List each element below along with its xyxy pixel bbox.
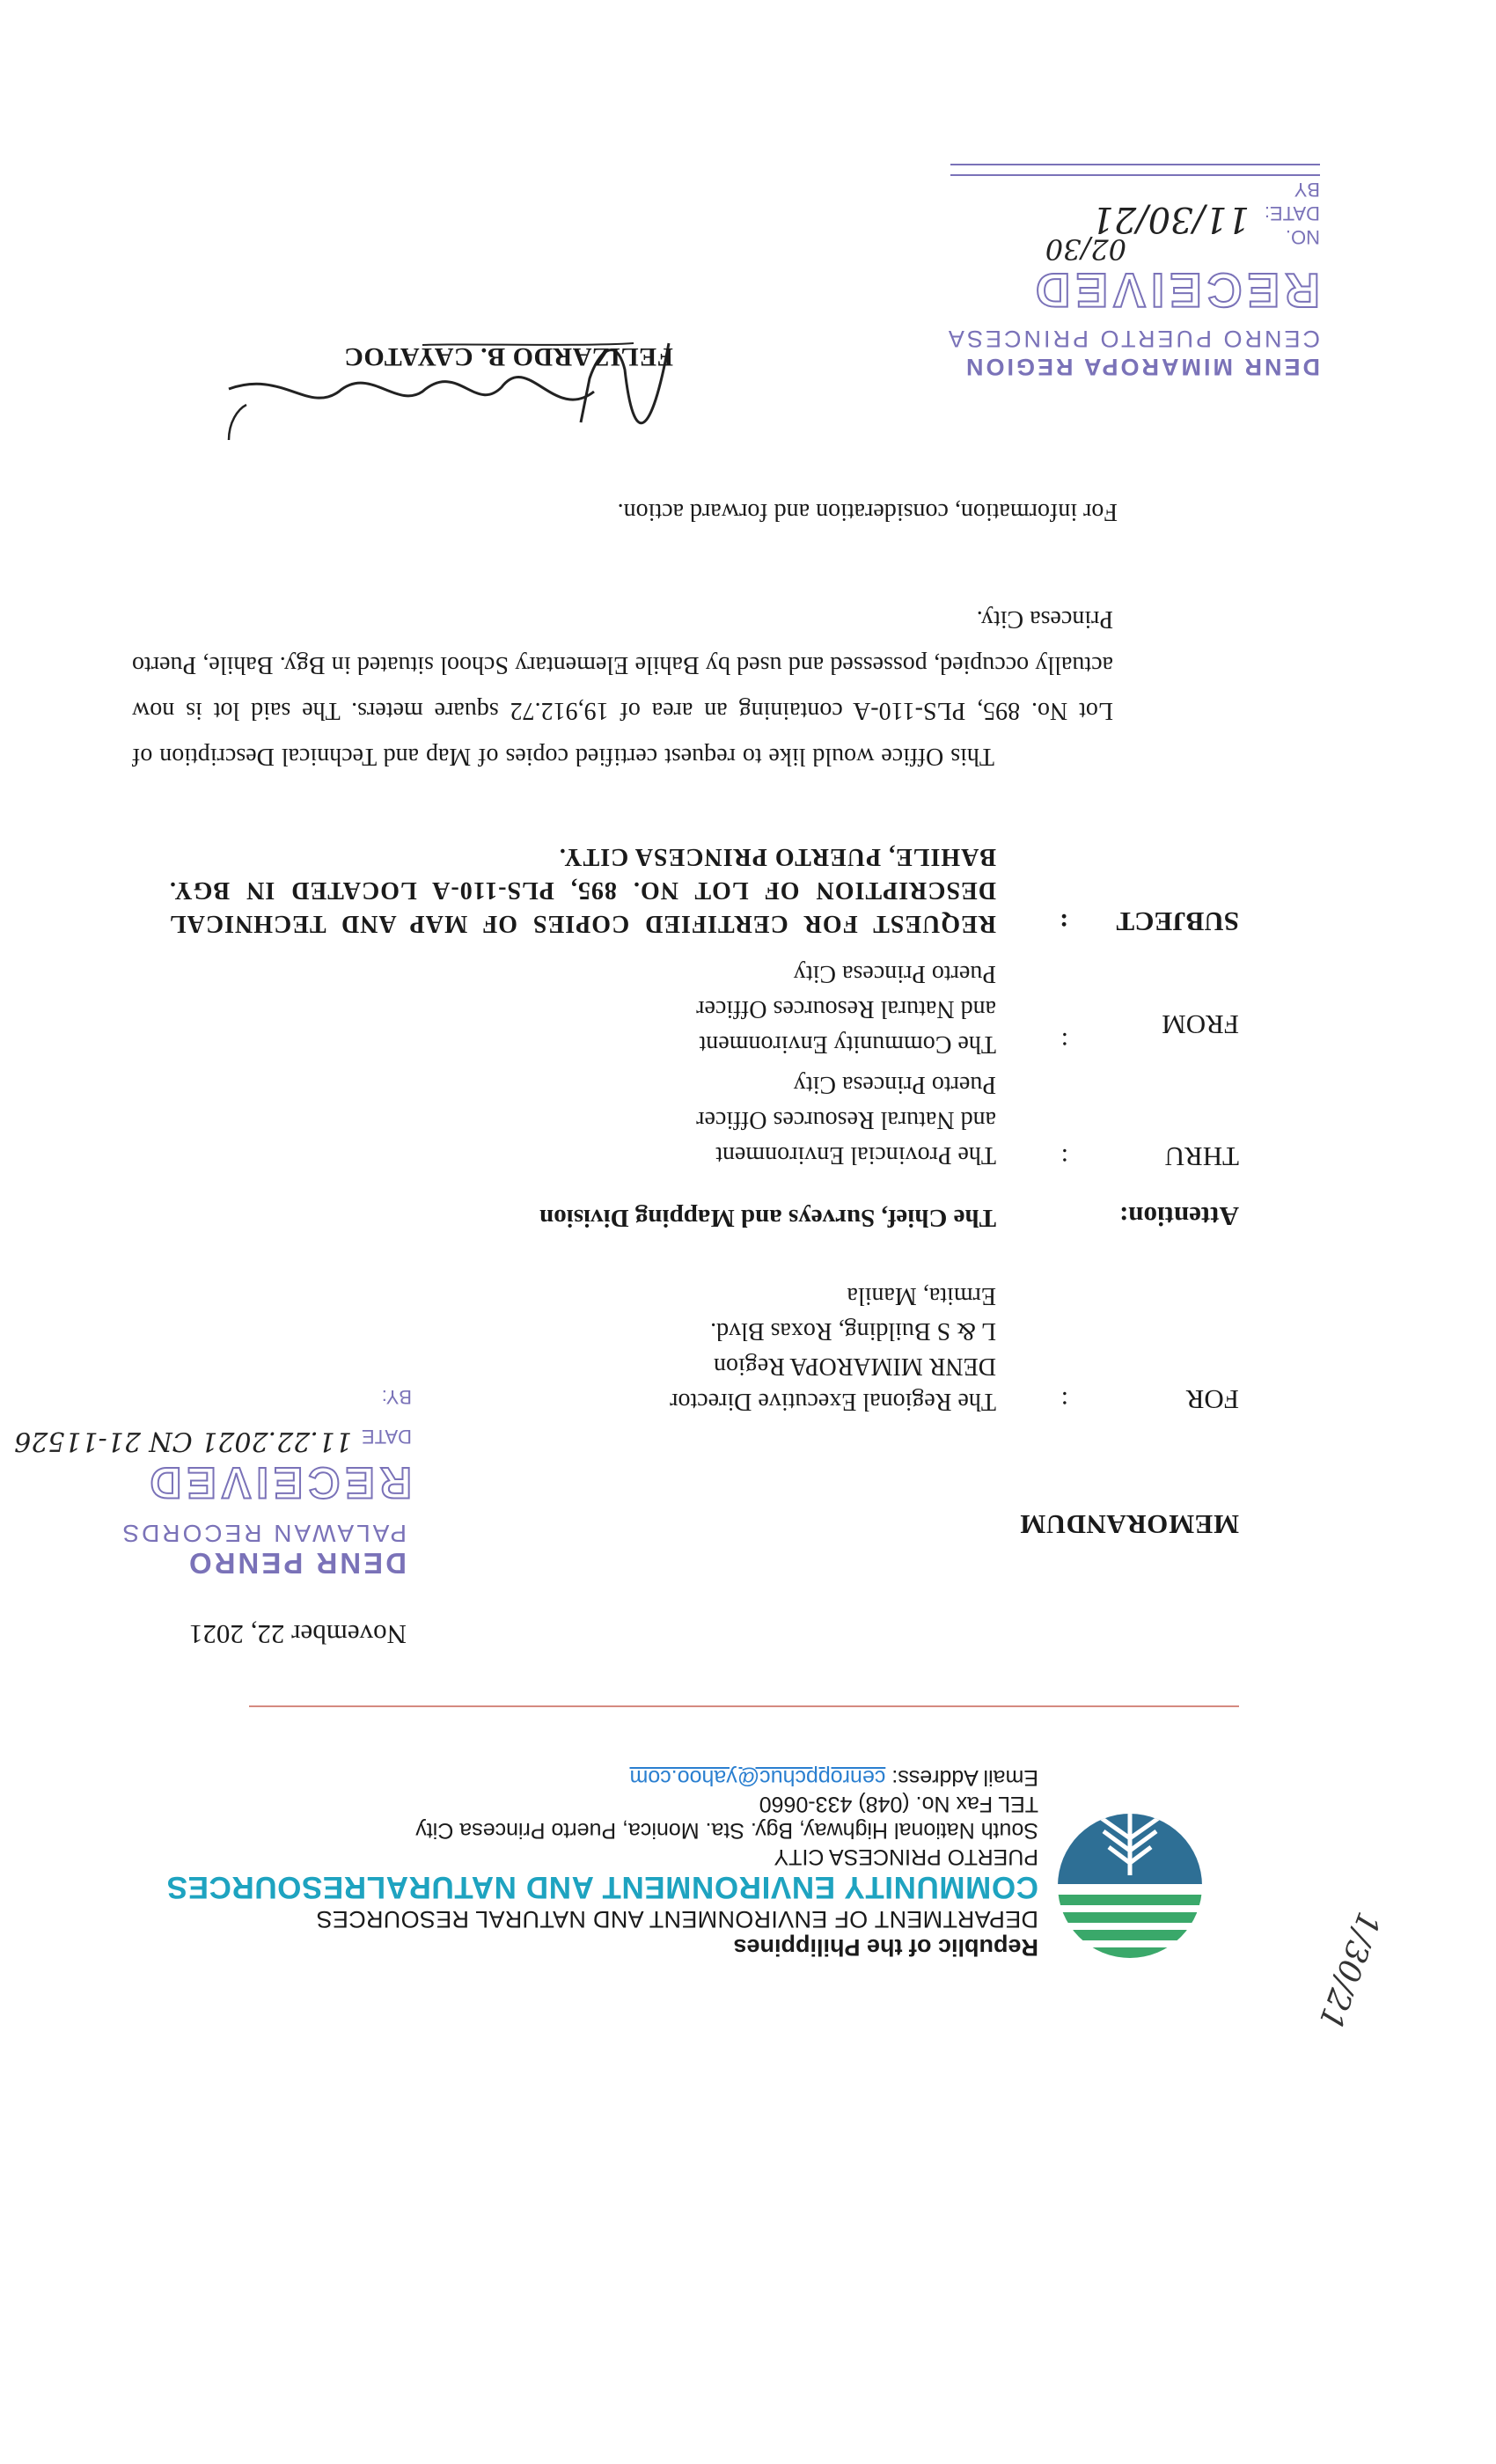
penro-stamp-handwriting: 11.22.2021 CN 21-11526 [14, 1426, 352, 1456]
letterhead-tel: TEL Fax No. (048) 433-0660 [759, 1792, 1038, 1816]
region-stamp-line2: CENRO PUERTO PRINCESA [945, 326, 1320, 352]
region-stamp-no-label: NO. [1285, 226, 1320, 248]
header-divider [249, 1705, 1239, 1707]
thru-line: and Natural Resources Officer [696, 1106, 996, 1133]
for-colon: : [1060, 1386, 1068, 1415]
body-paragraph: This Office would like to request certified copies of Map and Technical Description of Lot No. 895, PLS-110-A containing an area of 19,912.72 square meters. The said lot is now actually occupied, possessed and used by Bahile Elementary School situated in Bgy. Bahile, Puerto Princesa City. [132, 605, 1113, 770]
subject-text: REQUEST FOR CERTIFIED COPIES OF MAP AND TECHNICAL DESCRIPTION OF LOT NO. 895, PLS-110-A LOCATED IN BGY. BAHILE, PUERTO PRINCESA CITY. [169, 843, 996, 937]
region-stamp-received: RECEIVED [1030, 263, 1320, 318]
region-stamp-rule [950, 164, 1320, 165]
for-line: DENR MIMAROPA Region [713, 1353, 996, 1380]
letterhead-office: COMMUNITY ENVIRONMENT AND NATURALRESOURCES [166, 1870, 1038, 1904]
thru-label: THRU [1164, 1141, 1239, 1172]
thru-recipient [696, 1067, 996, 1172]
signer-name: FELIZARDO B. CAYATOC [343, 342, 673, 371]
letterhead-department: DEPARTMENT OF ENVIRONMENT AND NATURAL RESOURCES [316, 1906, 1038, 1932]
letterhead-address: South National Highway, Bgy. Sta. Monica, Puerto Princesa City [415, 1818, 1038, 1843]
thru-colon: : [1060, 1143, 1068, 1172]
subject-label: SUBJECT [1116, 906, 1239, 937]
denr-logo [1056, 1812, 1204, 1960]
for-recipient [670, 1278, 996, 1419]
memo-title: MEMORANDUM [1019, 1509, 1239, 1540]
letterhead-republic: Republic of the Philippines [733, 1934, 1038, 1961]
penro-stamp-date-label: DATE [361, 1426, 412, 1448]
email-link[interactable]: cenroppchuc@yahoo.com [629, 1765, 886, 1790]
region-stamp-by-label: BY [1294, 179, 1320, 201]
from-line: The Community Environment [699, 1030, 996, 1058]
closing-line: For information, consideration and forward action. [617, 498, 1118, 525]
for-label: FOR [1185, 1384, 1239, 1415]
region-stamp-hand-date: 11/30/21 [1091, 199, 1250, 239]
penro-stamp-line2: PALAWAN RECORDS [120, 1520, 407, 1547]
memo-date: November 22, 2021 [188, 1619, 407, 1650]
for-line: L & S Building, Roxas Blvd. [710, 1317, 996, 1345]
from-sender [696, 956, 996, 1061]
penro-stamp-line1: DENR PENRO [186, 1547, 407, 1580]
for-line: Ermita, Manila [847, 1282, 996, 1309]
from-line: Puerto Princesa City [793, 960, 996, 987]
attention-value: The Chief, Surveys and Mapping Division [539, 1204, 996, 1232]
letterhead-email [629, 1764, 1038, 1790]
for-line: The Regional Executive Director [670, 1388, 996, 1415]
region-stamp-rule [950, 174, 1320, 176]
penro-stamp-by-label: BY: [381, 1386, 412, 1408]
region-stamp-hand-no: 02/30 [1045, 232, 1126, 266]
subject-colon: : [1060, 908, 1068, 937]
margin-handwriting: 1/30/21 [1310, 1907, 1387, 2035]
thru-line: The Provincial Environment [715, 1141, 996, 1169]
penro-stamp-received: RECEIVED [144, 1458, 412, 1507]
region-stamp-line1: DENR MIMAROPA REGION [963, 354, 1320, 380]
letterhead-city: PUERTO PRINCESA CITY [774, 1844, 1038, 1869]
from-line: and Natural Resources Officer [696, 995, 996, 1023]
region-stamp-date-label: DATE: [1264, 202, 1320, 224]
signature-scribble [194, 317, 686, 475]
attention-label: Attention: [1118, 1201, 1239, 1232]
from-colon: : [1060, 1027, 1068, 1056]
thru-line: Puerto Princesa City [793, 1071, 996, 1098]
from-label: FROM [1162, 1009, 1239, 1040]
email-label: Email Address: [885, 1765, 1038, 1790]
